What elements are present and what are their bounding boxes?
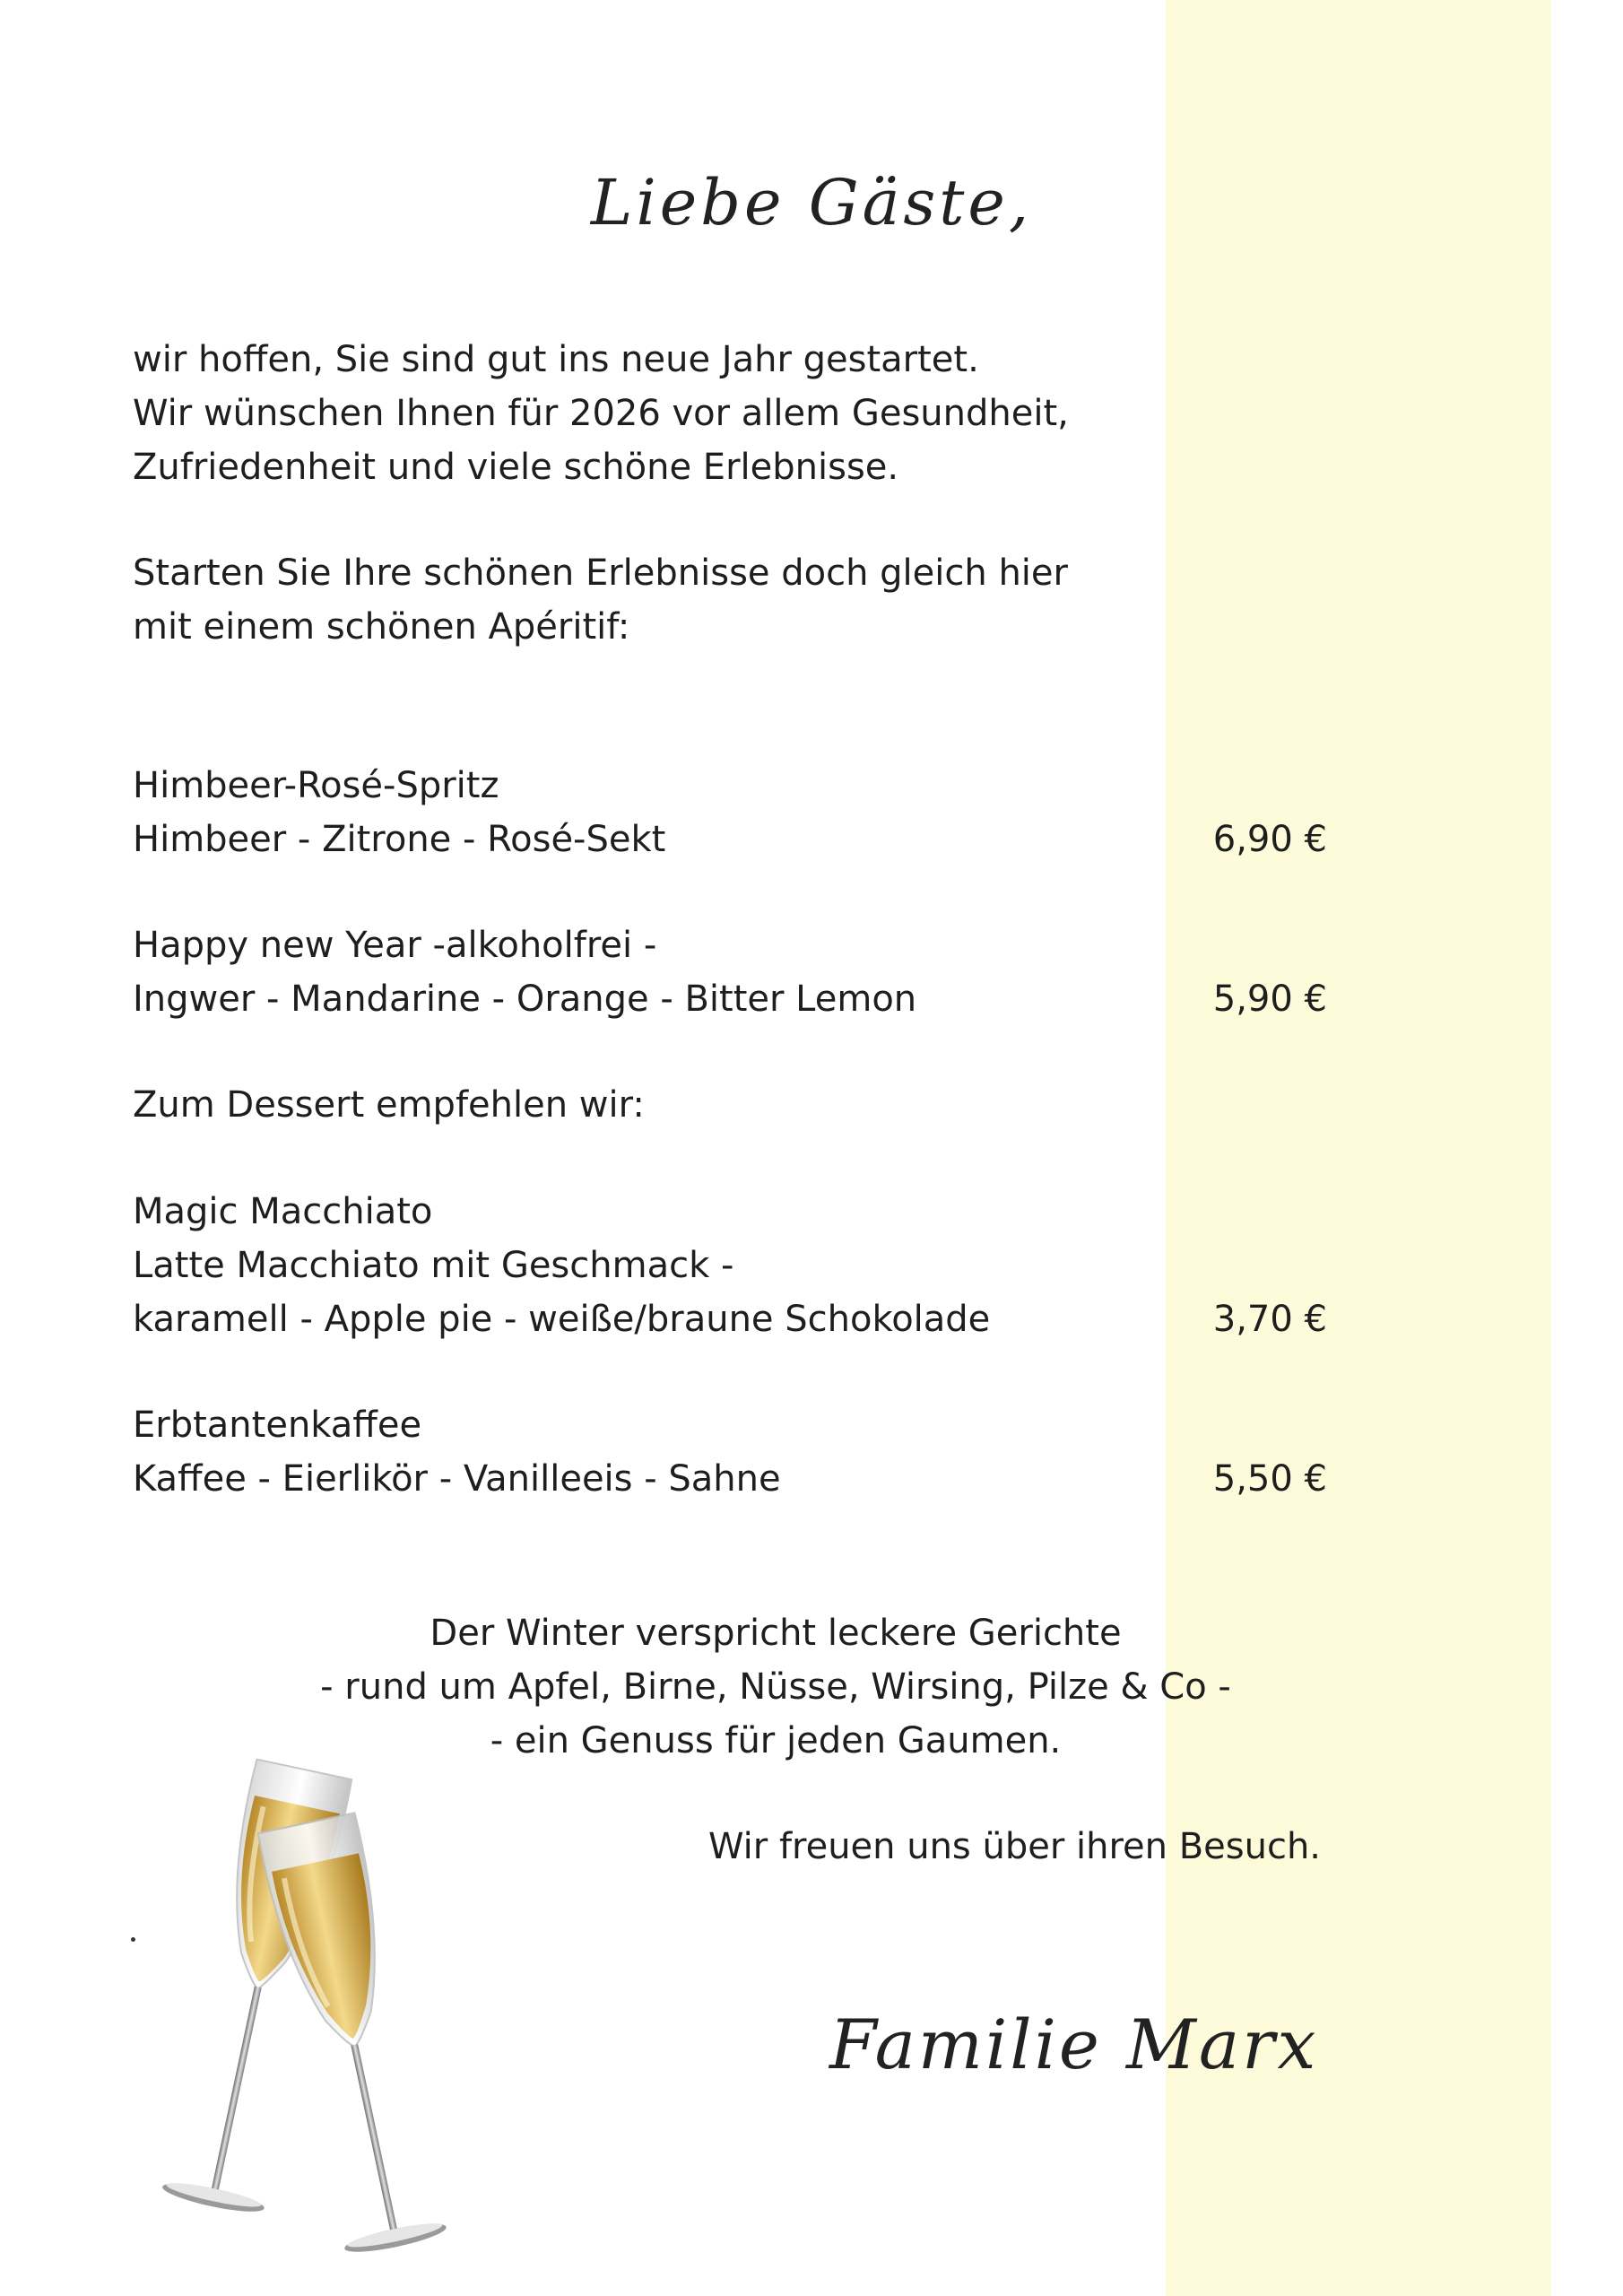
dessert-price: 3,70 € xyxy=(1212,1299,1327,1340)
signature: Familie Marx xyxy=(829,2005,1319,2084)
greeting-heading: Liebe Gäste, xyxy=(590,166,1033,239)
aperitif-name: Himbeer-Rosé-Spritz xyxy=(133,765,499,806)
champagne-glasses-icon xyxy=(135,1744,511,2283)
winter-line: - rund um Apfel, Birne, Nüsse, Wirsing, Pilze & Co - xyxy=(320,1666,1231,1708)
dessert-description: karamell - Apple pie - weiße/braune Schokolade xyxy=(133,1299,991,1340)
aperitif-price: 5,90 € xyxy=(1212,978,1327,1020)
winter-line: Der Winter verspricht leckere Gerichte xyxy=(430,1613,1122,1654)
intro-line: Wir wünschen Ihnen für 2026 vor allem Gesundheit, xyxy=(133,393,1069,434)
side-stripe xyxy=(1166,0,1551,2296)
dessert-description: Kaffee - Eierlikör - Vanilleeis - Sahne xyxy=(133,1458,781,1500)
winter-line: - ein Genuss für jeden Gaumen. xyxy=(490,1720,1062,1761)
aperitif-description: Himbeer - Zitrone - Rosé-Sekt xyxy=(133,819,666,860)
closing-text: Wir freuen uns über ihren Besuch. xyxy=(708,1826,1322,1867)
aperitif-name: Happy new Year -alkoholfrei - xyxy=(133,925,657,966)
dessert-name: Magic Macchiato xyxy=(133,1191,433,1232)
dessert-name: Erbtantenkaffee xyxy=(133,1405,422,1446)
dessert-price: 5,50 € xyxy=(1212,1458,1327,1500)
aperitif-description: Ingwer - Mandarine - Orange - Bitter Lemon xyxy=(133,978,917,1020)
intro-line: Starten Sie Ihre schönen Erlebnisse doch gleich hier xyxy=(133,552,1068,594)
dessert-description: Latte Macchiato mit Geschmack - xyxy=(133,1245,734,1286)
aperitif-price: 6,90 € xyxy=(1212,819,1327,860)
intro-line: mit einem schönen Apéritif: xyxy=(133,606,630,648)
dessert-heading: Zum Dessert empfehlen wir: xyxy=(133,1084,645,1126)
intro-line: Zufriedenheit und viele schöne Erlebnisse. xyxy=(133,447,899,488)
intro-line: wir hoffen, Sie sind gut ins neue Jahr gestartet. xyxy=(133,339,979,380)
